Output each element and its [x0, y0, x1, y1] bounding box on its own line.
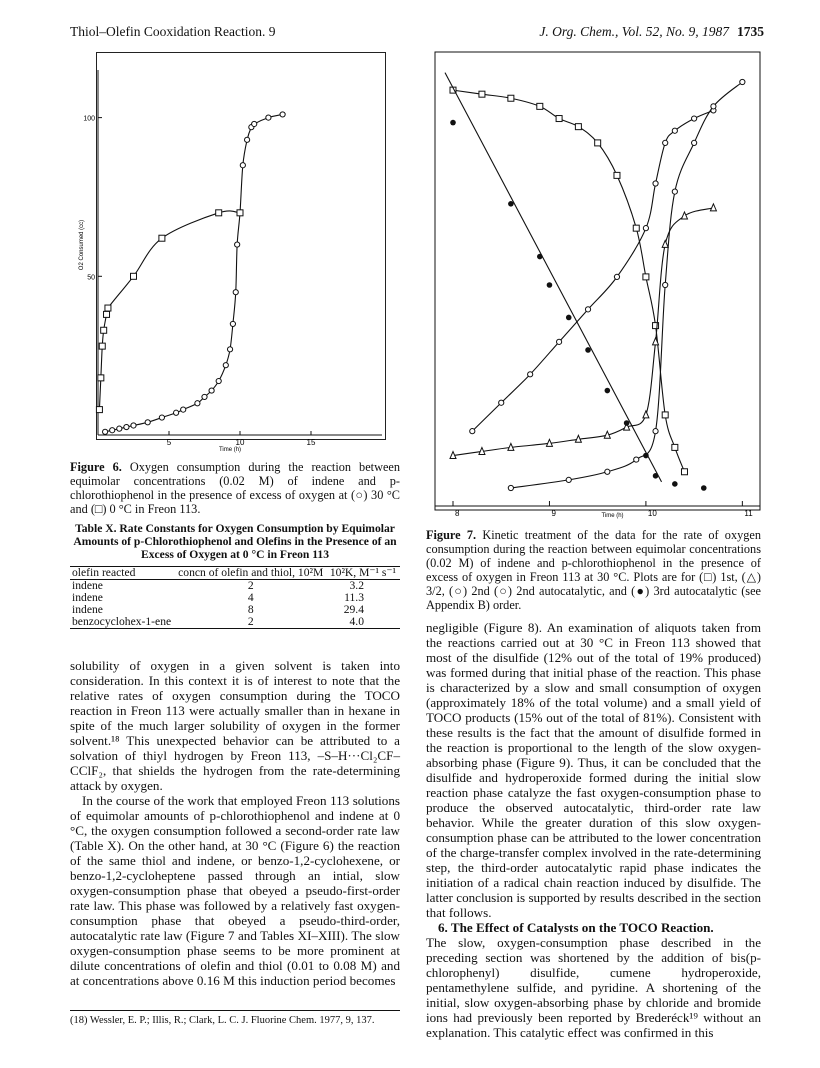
- circle-marker: [711, 104, 716, 109]
- paragraph: solubility of oxygen in a given solvent is taken into consideration. In this context it is of interest to note that the relative rates of oxygen consumption during the TOCO reaction in Freon 113 were actually smaller than in hexane in spite of the much larger solubility of oxygen in the former solvent.¹⁸ This unexpected behavior can be attributed to a solvation of thiyl hydrogen by Freon 113, –S–H···Cl₂CF–CClF₂, that shields the hydrogen from the rate-determining attack by oxygen.: [70, 658, 400, 793]
- x-tick-label: 5: [166, 438, 172, 447]
- table-cell: 4: [247, 591, 254, 604]
- running-title: Thiol–Olefin Cooxidation Reaction. 9: [70, 24, 276, 39]
- filled-circle-marker: [605, 388, 611, 394]
- series-line: [453, 208, 713, 456]
- paragraph: negligible (Figure 8). An examination of aliquots taken from the reactions carried out at 30 °C in Freon 113 showed that most of the disulfide (12% out of the total of 19% produced) was formed during that initial phase of the reaction. This phase is characterized by a slow and small consumption of oxygen (approximately 18% of the total volume) and a small yield of TOCO products (15% out of the total of 81%). Consistent with these results is the fact that the amount of disulfide formed in the reaction is proportional to the length of the slow oxygen-absorbing phase (Figure 9). Thus, it can be concluded that the disulfide and hydroperoxide formed during the initial slow reaction phase catalyze the fast oxygen-consumption phase to produce the observed autocatalytic, third-order rate law behavior. While the greater duration of this slow oxygen-consumption phase can be attributed to the lower concentration of the charge-transfer complex involved in the rate-determining step, the third-order autocatalytic rapid phase indicates the initiation of a radical chain reaction induced by disulfide. The latter conclusion is supported by results described in the section that follows.: [426, 620, 761, 920]
- square-marker: [479, 91, 485, 97]
- filled-circle-marker: [508, 201, 514, 207]
- table-10-header-olefin: olefin reacted: [72, 566, 136, 579]
- page-number: 1735: [737, 24, 764, 39]
- square-marker: [633, 225, 639, 231]
- figure-6-caption-text: Oxygen consumption during the reaction between equimolar concentrations (0.02 M) of indene and p-chlorothiophenol in the presence of excess of oxygen at (○) 30 °C and (□) 0 °C in Freon 113.: [70, 460, 401, 516]
- x-axis-label: Time (h): [218, 447, 242, 453]
- square-marker: [681, 469, 687, 475]
- triangle-marker: [643, 411, 649, 418]
- x-tick-label: 11: [744, 509, 753, 518]
- series-line: [445, 73, 662, 482]
- circle-marker: [653, 181, 658, 186]
- square-marker: [508, 95, 514, 101]
- square-marker: [643, 274, 649, 280]
- y-axis-label: O2 Consumed (cc): [79, 219, 85, 271]
- circle-marker: [643, 226, 648, 231]
- x-tick-label: 9: [551, 509, 556, 518]
- x-tick-label: 15: [306, 438, 316, 447]
- paragraph: The slow, oxygen-consumption phase described in the preceding section was shortened by the addition of bis(p-chlorophenyl) disulfide, cumene hydroperoxide, pentamethylene sulfide, and pyridine. A shortening of the initial, slow oxygen-absorbing phase by chloride and bromide ions had previously been reported by Brederéck¹⁹ without an explanation. This catalytic effect was confirmed in this: [426, 935, 761, 1040]
- figure-7-caption: [426, 528, 761, 612]
- filled-circle-marker: [547, 282, 553, 288]
- circle-marker: [566, 477, 571, 482]
- circle-marker: [634, 457, 639, 462]
- circle-marker: [663, 282, 668, 287]
- x-tick-label: 10: [235, 438, 245, 447]
- square-marker: [575, 124, 581, 130]
- square-marker: [595, 140, 601, 146]
- square-marker: [537, 103, 543, 109]
- section-heading: 6. The Effect of Catalysts on the TOCO Reaction.: [438, 920, 714, 935]
- filled-circle-marker: [450, 120, 456, 126]
- table-10-title: Table X. Rate Constants for Oxygen Consumption by Equimolar Amounts of p-Chlorothiophenol and Olefins in the Presence of an Excess of Oxygen at 0 °C in Freon 113: [73, 522, 397, 561]
- figure-7-caption-text: Kinetic treatment of the data for the rate of oxygen consumption during the reaction between equimolar concentrations (0.02 M) of indene and p-chlorothiophenol in the presence of excess of oxygen in Freon 113 at 30 °C. Plots are for (□) 1st, (△) 3/2, (○) 2nd (○) 2nd autocatalytic, and (●) 3rd autocatalytic (see Appendix B) order.: [426, 528, 762, 612]
- table-10-header-k: 10²K, M⁻¹ s⁻¹: [329, 566, 396, 579]
- filled-circle-marker: [537, 254, 543, 260]
- circle-marker: [672, 189, 677, 194]
- filled-circle-marker: [653, 473, 659, 479]
- circle-marker: [585, 307, 590, 312]
- table-cell: 2: [247, 579, 254, 592]
- circle-marker: [508, 485, 513, 490]
- filled-circle-marker: [643, 453, 649, 459]
- triangle-marker: [662, 240, 668, 247]
- table-cell: benzocyclohex-1-ene: [72, 615, 172, 628]
- paragraph: In the course of the work that employed Freon 113 solutions of equimolar amounts of p-chlorothiophenol and indene at 0 °C, the oxygen consumption followed a second-order rate law (Table X). On the other hand, at 30 °C (Figure 6) the reaction of the same thiol and indene, or benzo-1,2-cyclohexene, or benzo-1,2-cycloheptene passed through an intial, slow oxygen-consumption phase that obeyed a pseudo-first-order rate law. This phase was followed by a relatively fast oxygen-consumption phase that obeyed a pseudo-third-order, autocatalytic rate law (Figure 7 and Tables XI–XIII). The slow oxygen-consumption phase seems to be more prominent at dilute concentrations of olefin and thiol (0.01 to 0.08 M) and at concentrations above 0.16 M this induction period becomes: [70, 793, 400, 988]
- figure-6-caption-label: Figure 6.: [70, 460, 122, 474]
- y-tick-label: 50: [87, 274, 95, 282]
- filled-circle-marker: [672, 481, 678, 487]
- filled-circle-marker: [624, 420, 630, 426]
- circle-marker: [499, 400, 504, 405]
- x-axis-label: Time (h): [601, 513, 624, 519]
- figure-7-caption-label: Figure 7.: [426, 528, 477, 542]
- square-marker: [556, 116, 562, 122]
- circle-marker: [653, 429, 658, 434]
- x-tick-label: 8: [455, 509, 460, 518]
- figure-7-frame: [435, 52, 760, 510]
- square-marker: [614, 172, 620, 178]
- y-tick-label: 100: [83, 115, 95, 123]
- circle-marker: [528, 372, 533, 377]
- circle-marker: [556, 339, 561, 344]
- square-marker: [662, 412, 668, 418]
- table-cell: 2: [247, 615, 254, 628]
- filled-circle-marker: [585, 347, 591, 353]
- circle-marker: [663, 140, 668, 145]
- table-cell: 4.0: [349, 615, 364, 628]
- circle-marker: [614, 274, 619, 279]
- x-tick-label: 10: [647, 509, 657, 518]
- table-10-header-concn: concn of olefin and thiol, 10²M: [178, 566, 324, 579]
- circle-marker: [672, 128, 677, 133]
- table-cell: 29.4: [343, 603, 364, 616]
- circle-marker: [692, 140, 697, 145]
- table-cell: 11.3: [344, 591, 364, 604]
- circle-marker: [740, 79, 745, 84]
- table-cell: indene: [72, 591, 103, 604]
- table-cell: indene: [72, 579, 103, 592]
- triangle-marker: [710, 204, 716, 211]
- triangle-marker: [681, 212, 687, 219]
- table-cell: 8: [247, 603, 254, 616]
- series-line: [472, 110, 713, 431]
- right-column-text: [426, 620, 761, 1040]
- filled-circle-marker: [566, 315, 572, 321]
- circle-marker: [692, 116, 697, 121]
- filled-circle-marker: [701, 485, 707, 491]
- square-marker: [672, 444, 678, 450]
- circle-marker: [470, 429, 475, 434]
- table-cell: 3.2: [349, 579, 364, 592]
- circle-marker: [605, 469, 610, 474]
- footnote-18: (18) Wessler, E. P.; Illis, R.; Clark, L. C. J. Fluorine Chem. 1977, 9, 137.: [70, 1010, 400, 1027]
- journal-name: J. Org. Chem., Vol. 52, No. 9, 1987: [539, 24, 729, 39]
- table-cell: indene: [72, 603, 103, 616]
- series-line: [453, 90, 684, 472]
